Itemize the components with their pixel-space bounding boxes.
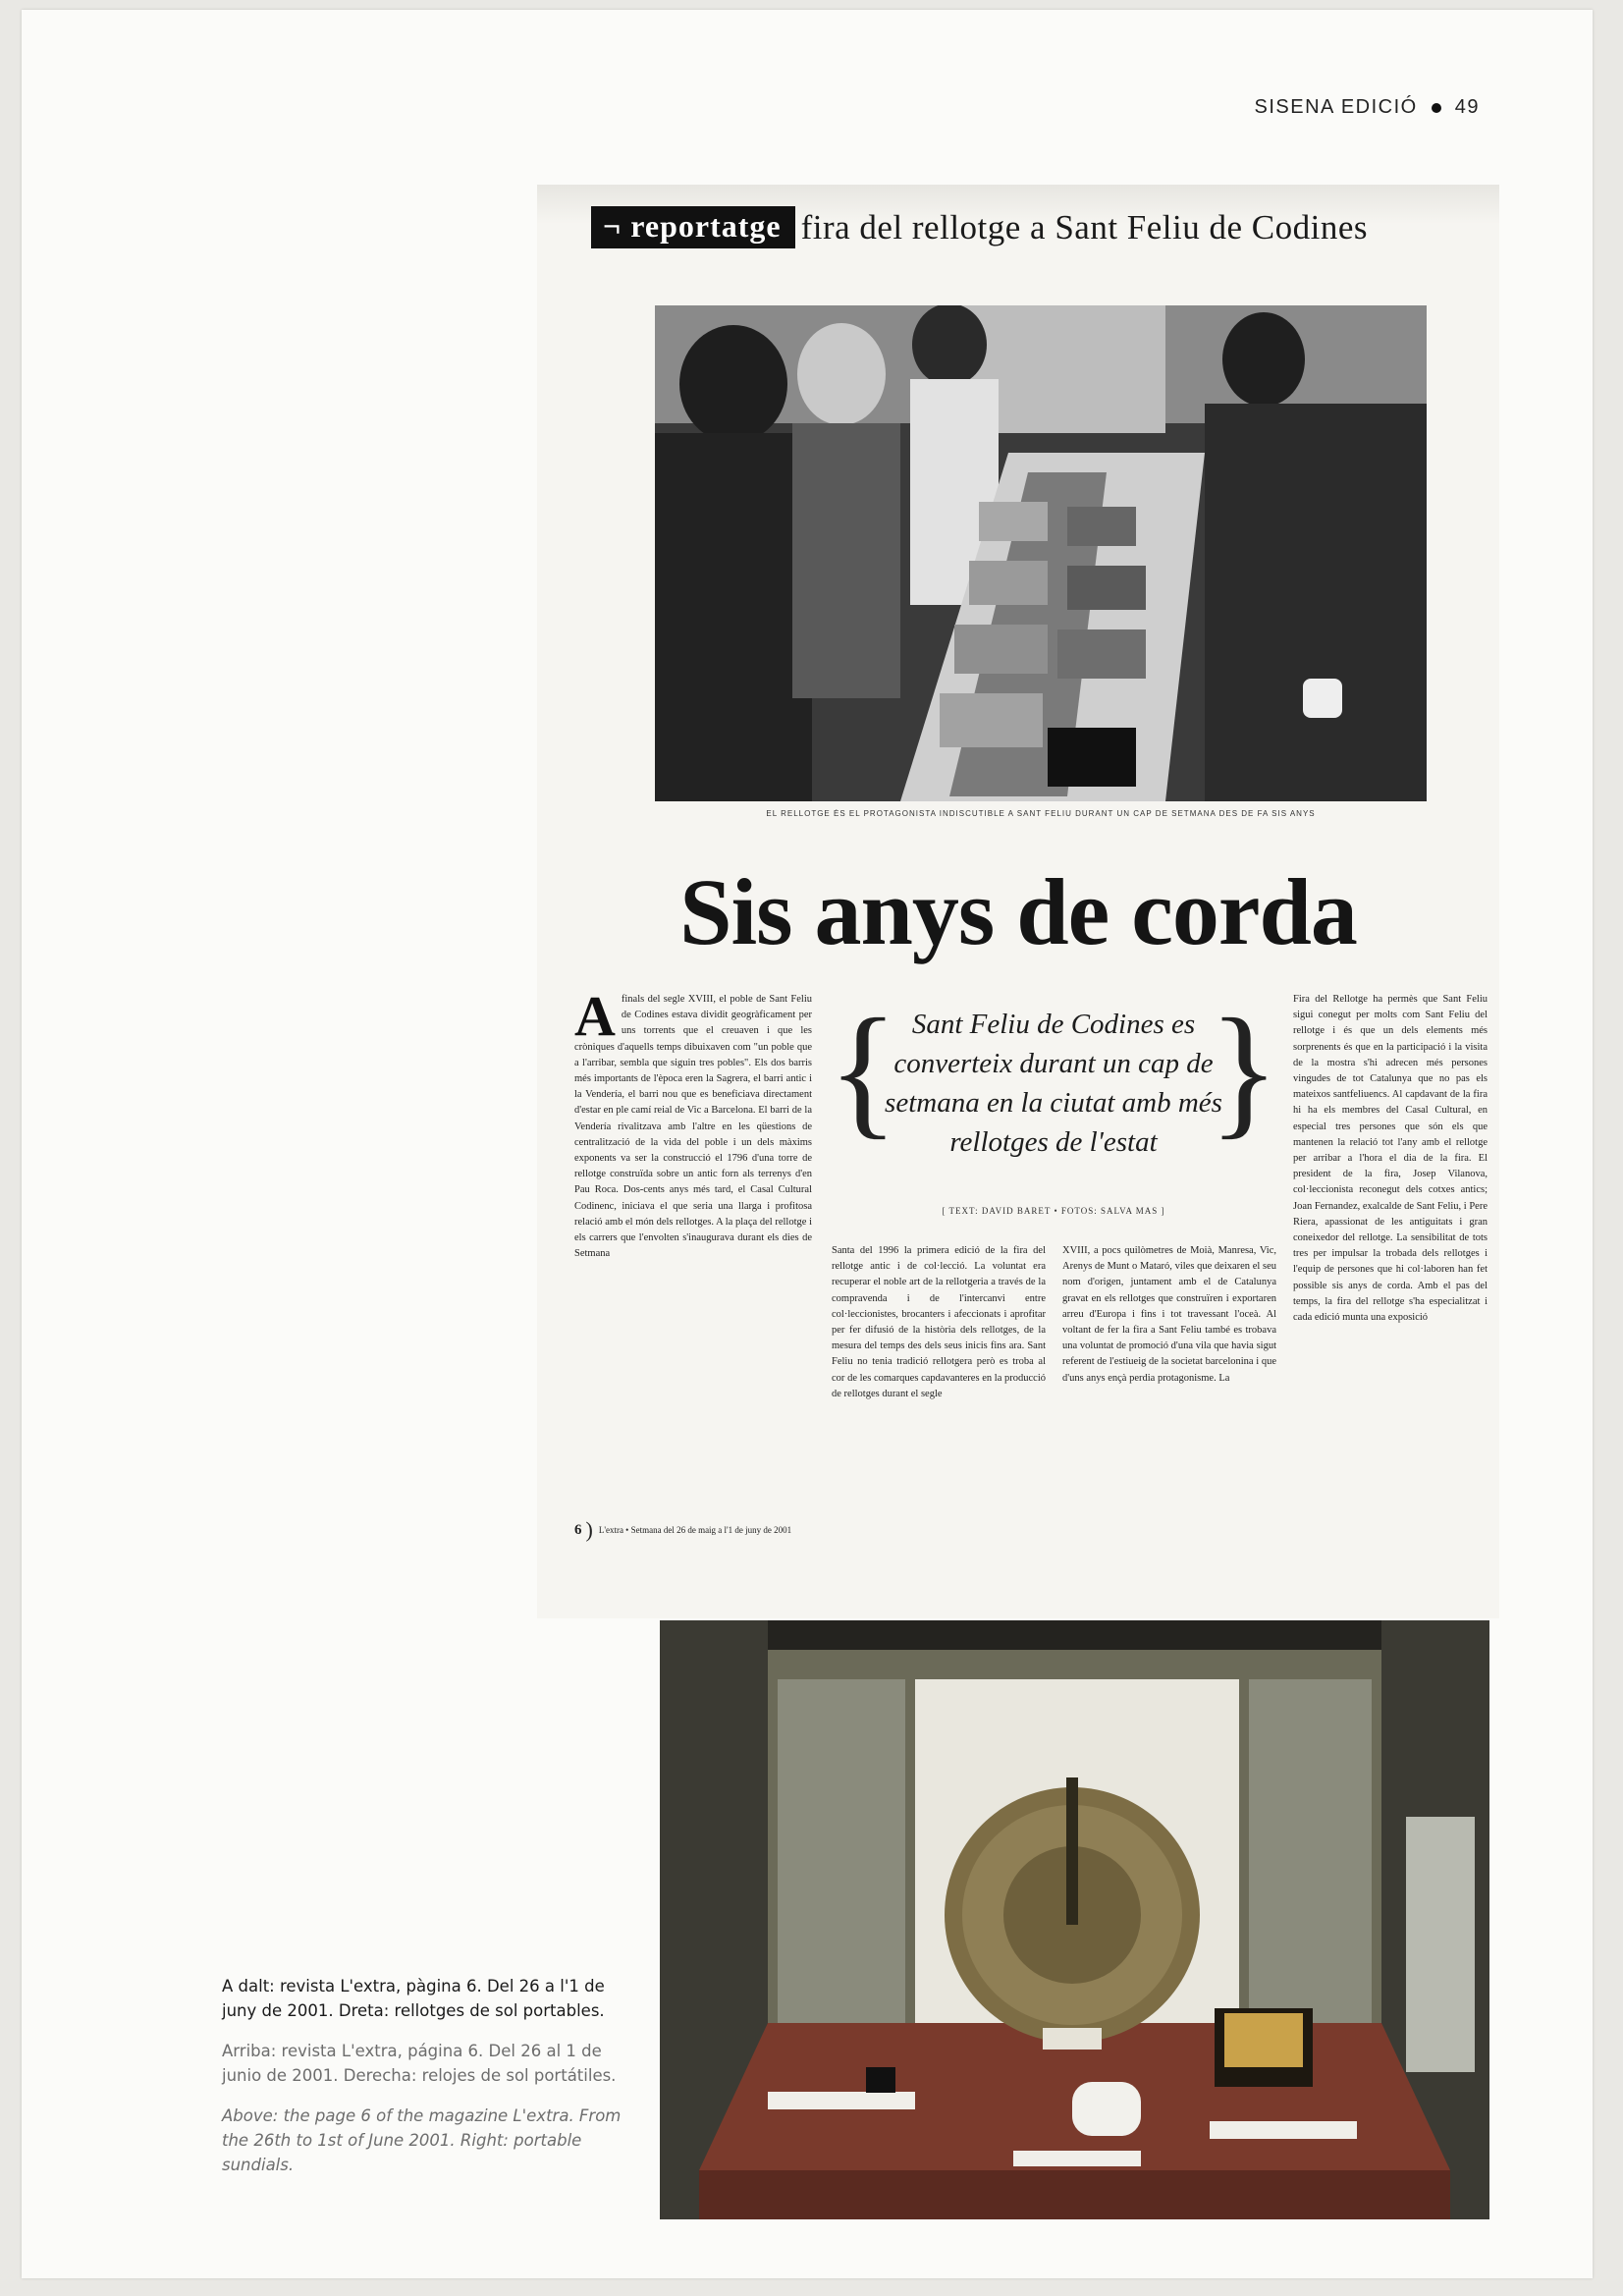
article-column-4: Fira del Rellotge ha permès que Sant Feliu sigui conegut per molts com Sant Feliu del rellotge i és que un dels elements més sorprenents és que en la participació i la visita de la mostra s'hi adrecen més persones vingudes de tot Catalunya que no pas els mateixos santfeliuencs. Al capdavant de la fira hi ha els membres del Casal Cultural, en especial tres persones que són els que mantenen la relació tot l'any amb el rellotge per arribar a l'hora el dia de la fira. El president de la fira, Josep Vilanova, col·leccionista reconegut dels cotxes antics; Joan Fernandez, exalcalde de Sant Feliu, i Pere Riera, apassionat de les antiguitats i gran coneixedor del rellotge. La sensibilitat de tots tres per impulsar la trobada dels rellotges i l'equip de persones que hi col·laboren han fet possible sis anys de corda. Amb el pas del temps, la fira del rellotge s'ha especialitzat i cada edició munta una exposició bbox=[1293, 994, 1488, 1324]
photo-caption: EL RELLOTGE ÉS EL PROTAGONISTA INDISCUTIBLE A SANT FELIU DURANT UN CAP DE SETMANA DES DE FA SIS ANYS bbox=[766, 809, 1316, 818]
article-credit: [ TEXT: DAVID BARET • FOTOS: SALVA MAS ] bbox=[942, 1206, 1165, 1216]
page-header bbox=[1255, 96, 1480, 119]
pull-quote-text: Sant Feliu de Codines es converteix durant un cap de setmana en la ciutat amb més rellotges de l'estat bbox=[885, 1009, 1222, 1158]
column-1-text: finals del segle XVIII, el poble de Sant Feliu de Codines estava dividit geogràficament per uns torrents que el creuaven i que les cròniques d'aquells temps dibuixaven com "un poble que a l'arribar, sembla que siguin tres pobles". Els dos barris més importants de l'època eren la Sagrera, el barri antic i la Vendería, el barri nou que es beneficiava directament d'estar en ple camí reial de Vic a Barcelona. El barri de la Vendería rivalitzava amb l'altre en les qüestions de centralització de la vida del poble i un dels màxims exponents va ser la construcció el 1796 d'una torre de rellotge construïda sobre un antic forn als terrenys d'en Pau Roca. Dos-cents anys més tard, el Casal Cultural Codinenc, iniciava el que seria una llarga i profitosa relació amb el món dels rellotges. A la plaça del rellotge i els carrers que l'envolten s'inaugurava durant els dies de Setmana bbox=[574, 994, 812, 1260]
footer-text: L'extra • Setmana del 26 de maig a l'1 de juny de 2001 bbox=[598, 1525, 792, 1535]
fair-photo bbox=[655, 305, 1427, 801]
captions bbox=[222, 1974, 634, 2193]
footer-page-number: 6 bbox=[574, 1521, 582, 1538]
footer-paren-icon: ) bbox=[585, 1517, 593, 1542]
caption-english: Above: the page 6 of the magazine L'extra. From the 26th to 1st of June 2001. Right: portable sundials. bbox=[222, 2106, 622, 2174]
article-headline: Sis anys de corda bbox=[679, 859, 1357, 964]
fair-crowd-image bbox=[655, 305, 1427, 801]
drop-cap: A bbox=[574, 984, 616, 1048]
bullet-dot-icon bbox=[1432, 103, 1441, 113]
article-column-1 bbox=[574, 984, 812, 1262]
rubric-label: ¬ reportatge bbox=[591, 206, 795, 248]
sundial-display-photo bbox=[660, 1620, 1489, 2219]
article-column-2: Santa del 1996 la primera edició de la fira del rellotge antic i de col·lecció. La voluntat era recuperar el noble art de la rellotgeria a través de la compravenda i de l'intercanvi entre col·leccionistes, brocanters i afeccionats i aprofitar per fer difusió de la història dels rellotges, de la mesura del temps des dels seus inicis fins ara. Sant Feliu no tenia tradició rellotgera però es troba al cor de les comarques capdavanteres en la producció de rellotges durant el segle bbox=[832, 1245, 1046, 1399]
sundial-image bbox=[660, 1620, 1489, 2219]
rubric-title: fira del rellotge a Sant Feliu de Codines bbox=[800, 207, 1369, 246]
right-brace-icon: } bbox=[1209, 989, 1279, 1152]
page-number: 49 bbox=[1454, 96, 1480, 118]
section-title: SISENA EDICIÓ bbox=[1254, 96, 1418, 118]
caption-spanish: Arriba: revista L'extra, página 6. Del 26 al 1 de junio de 2001. Derecha: relojes de sol portátiles. bbox=[222, 2042, 617, 2085]
page bbox=[22, 10, 1593, 2278]
article-column-3: XVIII, a pocs quilòmetres de Moià, Manresa, Vic, Arenys de Munt o Mataró, viles que deixaren el seu nom d'origen, juntament amb el de Catalunya gravat en els rellotges que construïren i exportaren arreu d'Europa i fins i tot travessant l'oceà. Al voltant de fer la fira a Sant Feliu també es trobava una voluntat de promoció d'una vila que havia sigut referent de l'estiueig de la societat barcelonina i que d'uns anys ençà perdia protagonisme. La bbox=[1062, 1245, 1276, 1384]
caption-catalan: A dalt: revista L'extra, pàgina 6. Del 26 a l'1 de juny de 2001. Dreta: rellotges de sol portables. bbox=[222, 1977, 605, 2020]
newspaper-clipping bbox=[537, 185, 1499, 1618]
rubric bbox=[591, 206, 1368, 248]
clipping-footer bbox=[574, 1517, 791, 1543]
left-brace-icon: { bbox=[828, 989, 898, 1152]
pull-quote bbox=[828, 989, 1279, 1174]
